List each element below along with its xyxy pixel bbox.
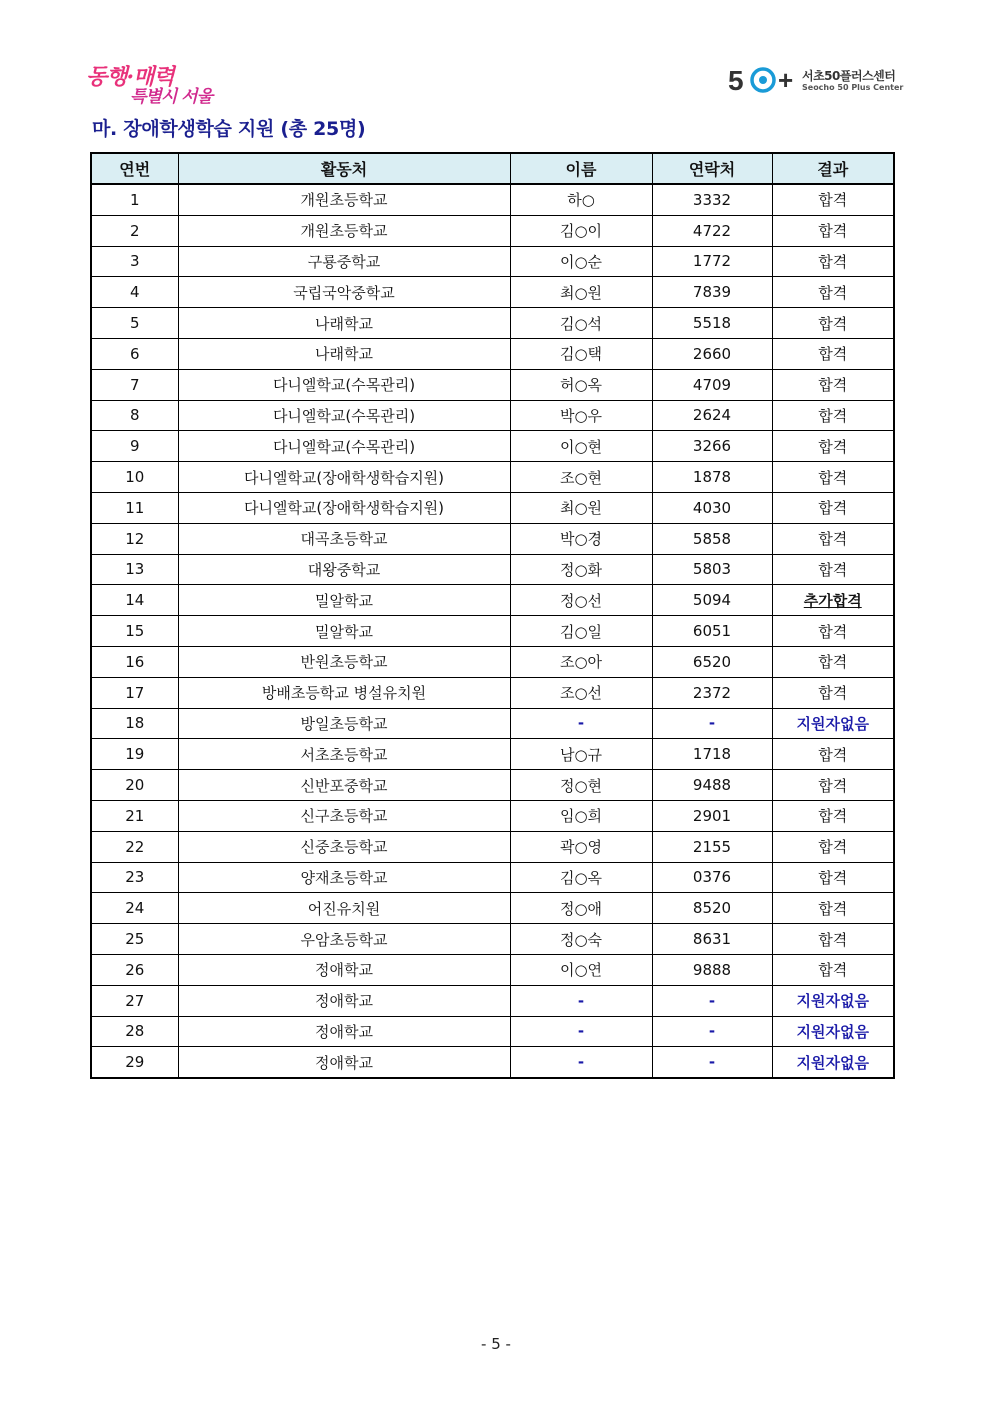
seoul-logo-line2: 특별시 서울 (130, 87, 213, 107)
cell-name: 정○숙 (510, 924, 652, 955)
table-row (91, 616, 894, 647)
section-title: 마. 장애학생학습 지원 (총 25명) (92, 118, 366, 140)
cell-result: 지원자없음 (772, 708, 894, 739)
cell-name: 최○원 (510, 492, 652, 523)
cell-number: 21 (91, 800, 178, 831)
cell-result: 합격 (772, 739, 894, 770)
cell-number: 28 (91, 1016, 178, 1047)
cell-result: 지원자없음 (772, 1047, 894, 1078)
cell-result: 합격 (772, 277, 894, 308)
cell-number: 22 (91, 831, 178, 862)
cell-contact: 2660 (652, 338, 772, 369)
cell-organization: 방일초등학교 (178, 708, 510, 739)
cell-contact: 1878 (652, 462, 772, 493)
cell-contact: 3266 (652, 431, 772, 462)
cell-organization: 나래학교 (178, 338, 510, 369)
table-row (91, 770, 894, 801)
cell-organization: 개원초등학교 (178, 184, 510, 215)
cell-result: 합격 (772, 308, 894, 339)
cell-number: 25 (91, 924, 178, 955)
cell-result: 합격 (772, 215, 894, 246)
cell-number: 4 (91, 277, 178, 308)
cell-name: - (510, 1016, 652, 1047)
cell-number: 13 (91, 554, 178, 585)
cell-result: 합격 (772, 462, 894, 493)
col-header-name: 이름 (510, 153, 652, 184)
table-row (91, 215, 894, 246)
table-row (91, 400, 894, 431)
cell-number: 6 (91, 338, 178, 369)
cell-result: 합격 (772, 616, 894, 647)
cell-name: 조○현 (510, 462, 652, 493)
cell-contact: 7839 (652, 277, 772, 308)
cell-number: 10 (91, 462, 178, 493)
cell-organization: 개원초등학교 (178, 215, 510, 246)
cell-result: 합격 (772, 338, 894, 369)
cell-name: 이○현 (510, 431, 652, 462)
cell-result: 합격 (772, 954, 894, 985)
table-row (91, 523, 894, 554)
cell-contact: 5858 (652, 523, 772, 554)
cell-organization: 국립국악중학교 (178, 277, 510, 308)
seoul-slogan-logo (86, 60, 213, 108)
cell-organization: 다니엘학교(수목관리) (178, 431, 510, 462)
cell-name: 이○순 (510, 246, 652, 277)
cell-number: 23 (91, 862, 178, 893)
cell-name: 박○경 (510, 523, 652, 554)
cell-result: 합격 (772, 523, 894, 554)
table-row (91, 862, 894, 893)
cell-number: 16 (91, 646, 178, 677)
cell-contact: 8520 (652, 893, 772, 924)
cell-name: 김○이 (510, 215, 652, 246)
cell-contact: 5803 (652, 554, 772, 585)
cell-organization: 정애학교 (178, 1047, 510, 1078)
table-row (91, 338, 894, 369)
cell-organization: 구룡중학교 (178, 246, 510, 277)
logo-plus: + (778, 65, 794, 95)
table-row (91, 585, 894, 616)
cell-contact: 5518 (652, 308, 772, 339)
table-row (91, 831, 894, 862)
cell-name: - (510, 1047, 652, 1078)
cell-result: 합격 (772, 400, 894, 431)
cell-contact: 4030 (652, 492, 772, 523)
cell-name: 조○아 (510, 646, 652, 677)
cell-organization: 서초초등학교 (178, 739, 510, 770)
cell-contact: 4709 (652, 369, 772, 400)
cell-name: 남○규 (510, 739, 652, 770)
cell-result: 합격 (772, 646, 894, 677)
cell-contact: 2624 (652, 400, 772, 431)
cell-organization: 대곡초등학교 (178, 523, 510, 554)
cell-result: 합격 (772, 492, 894, 523)
table-row (91, 800, 894, 831)
table-row (91, 308, 894, 339)
cell-organization: 정애학교 (178, 985, 510, 1016)
cell-organization: 신구초등학교 (178, 800, 510, 831)
cell-organization: 대왕중학교 (178, 554, 510, 585)
cell-name: 이○연 (510, 954, 652, 985)
cell-result: 합격 (772, 800, 894, 831)
cell-result: 합격 (772, 184, 894, 215)
cell-number: 11 (91, 492, 178, 523)
cell-name: 곽○영 (510, 831, 652, 862)
cell-contact: 2372 (652, 677, 772, 708)
cell-contact: 2901 (652, 800, 772, 831)
center-name-korean: 서초50플러스센터 (802, 69, 896, 83)
cell-number: 5 (91, 308, 178, 339)
cell-result: 합격 (772, 924, 894, 955)
results-table (90, 152, 895, 1079)
cell-contact: - (652, 985, 772, 1016)
logo-five: 5 (728, 65, 744, 96)
cell-organization: 방배초등학교 병설유치원 (178, 677, 510, 708)
table-row (91, 677, 894, 708)
cell-result: 합격 (772, 369, 894, 400)
table-row (91, 646, 894, 677)
cell-number: 1 (91, 184, 178, 215)
table-row (91, 1016, 894, 1047)
cell-number: 18 (91, 708, 178, 739)
cell-name: 조○선 (510, 677, 652, 708)
cell-number: 2 (91, 215, 178, 246)
cell-contact: 1772 (652, 246, 772, 277)
table-row (91, 554, 894, 585)
cell-organization: 신반포중학교 (178, 770, 510, 801)
table-header (91, 153, 894, 184)
table-row (91, 246, 894, 277)
cell-result: 합격 (772, 831, 894, 862)
table-row (91, 277, 894, 308)
cell-name: 김○옥 (510, 862, 652, 893)
cell-organization: 어진유치원 (178, 893, 510, 924)
cell-organization: 신중초등학교 (178, 831, 510, 862)
table-row (91, 492, 894, 523)
cell-result: 합격 (772, 862, 894, 893)
cell-contact: 0376 (652, 862, 772, 893)
cell-name: - (510, 985, 652, 1016)
cell-number: 12 (91, 523, 178, 554)
cell-contact: 2155 (652, 831, 772, 862)
table-row (91, 739, 894, 770)
cell-result: 추가합격 (772, 585, 894, 616)
table-row (91, 369, 894, 400)
cell-name: 정○현 (510, 770, 652, 801)
cell-organization: 밀알학교 (178, 585, 510, 616)
table-row (91, 893, 894, 924)
cell-number: 24 (91, 893, 178, 924)
table-row (91, 924, 894, 955)
cell-number: 14 (91, 585, 178, 616)
cell-contact: - (652, 1047, 772, 1078)
cell-organization: 다니엘학교(수목관리) (178, 369, 510, 400)
col-header-result: 결과 (772, 153, 894, 184)
cell-name: 하○ (510, 184, 652, 215)
cell-contact: 4722 (652, 215, 772, 246)
cell-result: 합격 (772, 246, 894, 277)
cell-name: 최○원 (510, 277, 652, 308)
cell-contact: - (652, 1016, 772, 1047)
cell-name: 김○일 (510, 616, 652, 647)
cell-contact: 6051 (652, 616, 772, 647)
cell-number: 27 (91, 985, 178, 1016)
cell-result: 합격 (772, 677, 894, 708)
cell-organization: 나래학교 (178, 308, 510, 339)
cell-organization: 다니엘학교(장애학생학습지원) (178, 492, 510, 523)
cell-organization: 다니엘학교(장애학생학습지원) (178, 462, 510, 493)
cell-name: 정○애 (510, 893, 652, 924)
50plus-ring-icon (728, 60, 800, 100)
cell-organization: 다니엘학교(수목관리) (178, 400, 510, 431)
cell-result: 합격 (772, 770, 894, 801)
table-row (91, 431, 894, 462)
cell-organization: 우암초등학교 (178, 924, 510, 955)
cell-number: 3 (91, 246, 178, 277)
cell-number: 26 (91, 954, 178, 985)
center-name-english: Seocho 50 Plus Center (802, 83, 904, 92)
table-row (91, 954, 894, 985)
col-header-number: 연번 (91, 153, 178, 184)
cell-number: 8 (91, 400, 178, 431)
table-body (91, 184, 894, 1078)
cell-number: 19 (91, 739, 178, 770)
cell-result: 합격 (772, 893, 894, 924)
cell-result: 지원자없음 (772, 985, 894, 1016)
cell-name: 허○옥 (510, 369, 652, 400)
page-number: - 5 - (481, 1335, 511, 1353)
seocho-50plus-logo (728, 60, 908, 100)
col-header-contact: 연락처 (652, 153, 772, 184)
header-row (91, 153, 894, 184)
cell-name: 정○화 (510, 554, 652, 585)
cell-name: 박○우 (510, 400, 652, 431)
cell-contact: 8631 (652, 924, 772, 955)
cell-organization: 양재초등학교 (178, 862, 510, 893)
cell-number: 7 (91, 369, 178, 400)
cell-contact: 9488 (652, 770, 772, 801)
cell-contact: 6520 (652, 646, 772, 677)
table-row (91, 1047, 894, 1078)
table-row (91, 708, 894, 739)
cell-contact: 5094 (652, 585, 772, 616)
cell-result: 합격 (772, 431, 894, 462)
cell-number: 17 (91, 677, 178, 708)
cell-number: 29 (91, 1047, 178, 1078)
seoul-logo-line1: 동행·매력 (86, 64, 174, 90)
cell-number: 15 (91, 616, 178, 647)
cell-name: 정○선 (510, 585, 652, 616)
cell-name: 김○석 (510, 308, 652, 339)
cell-contact: 9888 (652, 954, 772, 985)
table-row (91, 184, 894, 215)
cell-name: 김○택 (510, 338, 652, 369)
cell-name: - (510, 708, 652, 739)
cell-organization: 반원초등학교 (178, 646, 510, 677)
cell-organization: 밀알학교 (178, 616, 510, 647)
cell-result: 지원자없음 (772, 1016, 894, 1047)
cell-result: 합격 (772, 554, 894, 585)
cell-name: 임○희 (510, 800, 652, 831)
cell-contact: 1718 (652, 739, 772, 770)
cell-number: 20 (91, 770, 178, 801)
cell-number: 9 (91, 431, 178, 462)
table-row (91, 985, 894, 1016)
col-header-organization: 활동처 (178, 153, 510, 184)
table-row (91, 462, 894, 493)
cell-organization: 정애학교 (178, 1016, 510, 1047)
cell-contact: - (652, 708, 772, 739)
cell-organization: 정애학교 (178, 954, 510, 985)
cell-contact: 3332 (652, 184, 772, 215)
